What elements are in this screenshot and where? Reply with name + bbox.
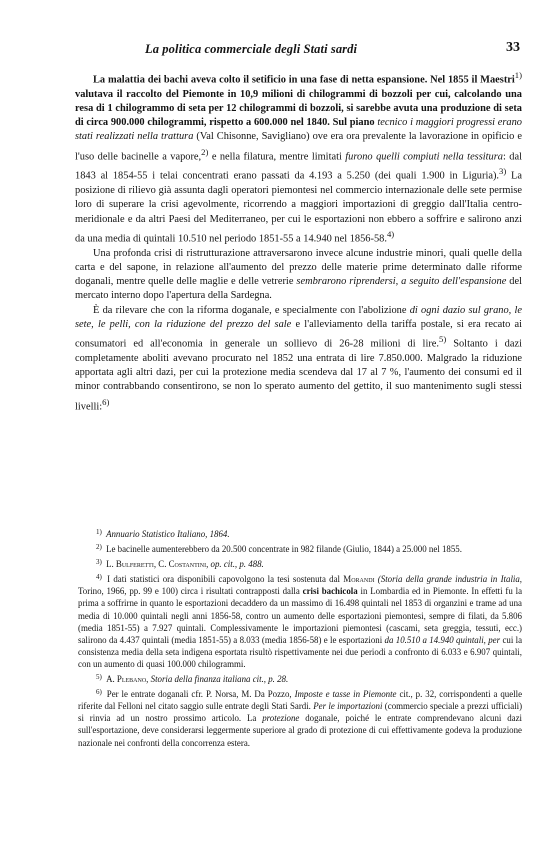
paragraph-3-text: Soltanto i dazi completamente aboliti avevano procurato nel 1852 una entrata di lire 7.850.000. Malgrado la riduzione apportata agli altri dazi, per cui la protezione media scendeva dal 17 al 7 %, l'aumento dei consumi ed il minor contrabbando consentirono, se non lo sperato aumento del gettito, il suo mantenimento sugli stessi livelli: <box>75 338 522 413</box>
paragraph-1-text: (Val Chisonne, Savigliano) ove era ora prevalente la lavorazione in opificio e l'uso delle bacinelle a vapore, <box>75 131 522 163</box>
footnote-5 <box>78 671 522 685</box>
footnote-text: Per le entrate doganali cfr. P. Norsa, M. Da Pozzo, <box>106 689 292 700</box>
paragraph-1-text: valutava il raccolto del Piemonte in 10,9 milioni di chilogrammi di bozzoli per cui, calcolando una resa di 1 chilogrammo di seta per 12 chilogrammi di bozzoli, si sarebbe avuta una produzione di seta di circa 900.000 chilogrammi, rispetto a 600.000 nel 1840. Sul piano <box>75 88 522 129</box>
footnote-3 <box>78 556 522 570</box>
footnote-author: Morandi <box>343 574 375 585</box>
footnote-emphasis: crisi bachicola <box>302 586 358 597</box>
paragraph-2-emphasis: sembrarono riprendersi, a seguito dell'espansione <box>296 276 507 288</box>
footnote-ref-5[interactable]: 5) <box>439 334 447 345</box>
footnote-text: in Lombardia ed in Piemonte. In effetti fu la prima a soffrirne in quanto le esportazioni decaddero da un massimo di 16.498 quintali nel 1853 di organzini e trame ad una media di 10.000 quintali negli anni 1856-58, contro un aumento delle esportazioni piemontesi, sempre di filati, da 5.806 (media 1851-55) a 7.927 quintali. Complessivamente le importazioni piemontesi (cascami, seta greggia, tessuti, ecc.) salirono da 4.437 quintali (media 1851-55) a 8.033 (media 1856-58) e le esportazioni <box>78 586 523 645</box>
footnote-text: op. cit., p. 488. <box>210 559 264 570</box>
footnote-text: Le bacinelle aumenterebbero da 20.500 concentrate in 982 filande (Giulio, 1844) a 25.000 nel 1855. <box>106 544 462 555</box>
footnote-6 <box>78 686 522 748</box>
footnote-text: doganale, poiché le entrate comprendevano alcuni dazi sull'esportazione, deve considerarsi leggermente superiore al grado di protezione di cui effettivamente godeva la produzione nazionale nei confronti della concorrenza estera. <box>78 713 523 748</box>
footnote-text: Annuario Statistico Italiano, 1864. <box>106 529 230 539</box>
paragraph-1-emphasis: furono quelli compiuti nella tessitura <box>345 151 503 163</box>
footnote-1 <box>78 526 522 540</box>
paragraph-2 <box>75 247 522 304</box>
paragraph-3 <box>75 304 522 415</box>
paragraph-1-text: La posizione di rilievo già assunta dagli operatori piemontesi nel commercio internazionale delle sete permise loro di superare la crisi agevolmente, ricorrendo a maggiori importazioni di greggio dall'Italia centro-meridionale e da altri Paesi del Mediterraneo, per cui le esportazioni non ebbero a soffrire e salirono anzi da una media di quintali 10.510 nel periodo 1851-55 a 14.940 nel 1856-58. <box>75 170 522 245</box>
footnote-mark: 5) <box>96 673 102 682</box>
footnote-text: I dati statistici ora disponibili capovolgono la tesi sostenuta dal <box>107 574 341 585</box>
footnote-ref-4[interactable]: 4) <box>386 228 395 239</box>
footnote-emphasis: protezione <box>262 713 300 724</box>
paragraph-3-text: È da rilevare che con la riforma doganale, e specialmente con l'abolizione <box>93 304 407 316</box>
footnote-mark: 1) <box>96 528 102 536</box>
footnote-mark: 6) <box>96 688 102 697</box>
footnote-text: cui la consistenza media della seta indigena esportata risultò rispettivamente nei due periodi a confronto di 6.033 e 6.907 quintali, con un aumento di quasi 100.000 chilogrammi. <box>78 634 523 669</box>
footnote-ref-6[interactable]: 6) <box>102 396 110 407</box>
paragraph-1-emphasis: tecnico i maggiori progressi erano stati realizzati nella trattura <box>75 117 522 143</box>
footnote-text: Torino, 1966, pp. 99 e 100) circa i risultati contrapposti dalla <box>78 586 300 597</box>
footnote-ref-3[interactable]: 3) <box>499 166 507 177</box>
footnote-title: (Storia della grande industria in Italia, <box>377 574 523 585</box>
page-header <box>75 42 530 60</box>
running-title: La politica commerciale degli Stati sardi <box>145 42 358 56</box>
footnote-title: Imposte e tasse in Piemonte <box>294 689 397 700</box>
footnote-author: A. Plebano, <box>106 674 149 685</box>
page-number: 33 <box>506 40 520 55</box>
footnote-2 <box>78 541 522 555</box>
footnote-text: (commercio speciale a prezzi ufficiali) si rinvia ad un nostro prossimo articolo. La <box>78 701 523 724</box>
footnote-mark: 3) <box>96 558 102 567</box>
footnote-title: Storia della finanza italiana <box>150 674 251 685</box>
footnote-emphasis: da 10.510 a 14.940 quintali, per <box>384 634 501 645</box>
footnote-4 <box>78 571 522 670</box>
footnote-ref-2[interactable]: 2) <box>201 146 209 157</box>
paragraph-1-sentence: Nel 1855 il Maestri <box>430 74 515 86</box>
footnote-ref-1[interactable]: 1) <box>514 70 522 80</box>
footnote-mark: 2) <box>96 543 102 552</box>
footnote-author: L. Bulferetti, C. Costantini, <box>106 559 209 570</box>
footnote-mark: 4) <box>96 573 102 582</box>
paragraph-3-emphasis: di ogni dazio sul grano, le sete, le pelli, con la riduzione del prezzo del sale <box>75 304 522 330</box>
footnote-text: cit., p. 28. <box>252 674 289 685</box>
paragraph-2-text: Una profonda crisi di ristrutturazione attraversarono invece alcune industrie minori, quali quelle della carta e del sapone, in relazione all'aumento del prezzo delle materie prime determinato dalle riforme doganali, mentre quelle delle maglie e delle vetrerie <box>75 247 522 288</box>
footnotes <box>78 526 522 750</box>
footnote-emphasis: Per le importazioni <box>313 701 383 712</box>
main-text <box>75 68 522 414</box>
paragraph-1-lead: La malattia dei bachi aveva colto il setificio in una fase di netta espansione. <box>93 74 428 86</box>
paragraph-2-text: del mercato interno dopo l'apertura della Sardegna. <box>75 276 522 302</box>
paragraph-3-text: e l'alleviamento della tariffa postale, si era recato ai consumatori ed all'economia in generale un sollievo di 26-28 milioni di lire. <box>75 318 522 350</box>
footnote-text: cit., p. 32, corrispondenti a quelle riferite dal Felloni nel citato saggio sulle entrate degli Stati Sardi. <box>78 689 523 712</box>
paragraph-1-text: : dal 1843 al 1854-55 i telai concentrati erano passati da 4.193 a 5.250 (dei quali 1.900 in Liguria). <box>75 151 523 182</box>
paragraph-1-text: e nella filatura, mentre limitati <box>211 151 342 163</box>
paragraph-1 <box>75 68 522 247</box>
